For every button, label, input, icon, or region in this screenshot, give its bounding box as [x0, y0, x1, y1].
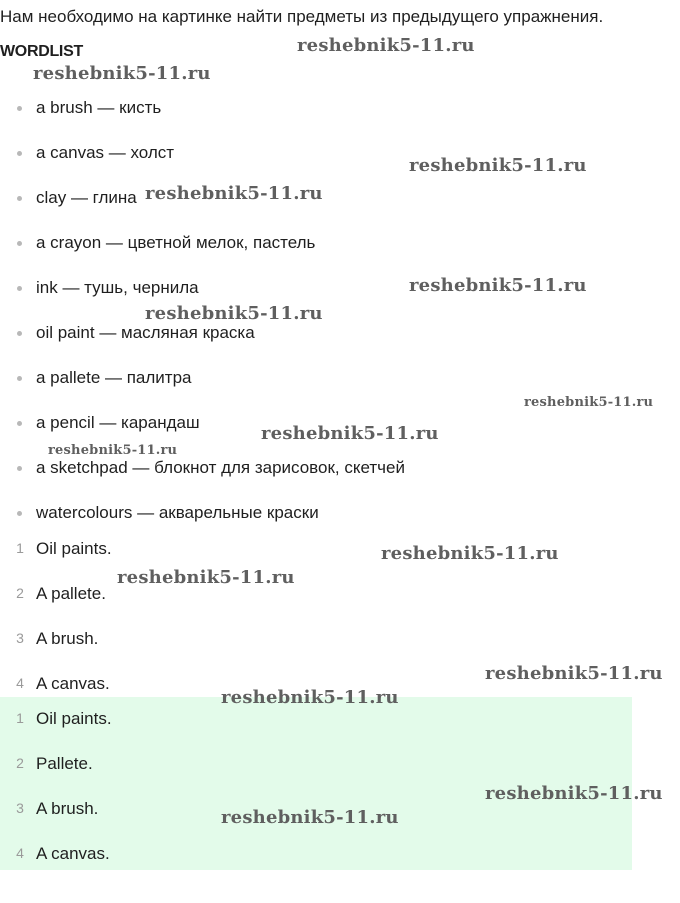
- bullet-icon: [17, 421, 22, 426]
- watermark: reshebnik5-11.ru: [409, 275, 587, 296]
- item-number: 3: [16, 630, 24, 646]
- watermark: reshebnik5-11.ru: [221, 807, 399, 828]
- intro-text: Нам необходимо на картинке найти предметы из предыдущего упражнения.: [0, 7, 604, 26]
- list-item: ink — тушь, чернила: [0, 265, 680, 310]
- bullet-icon: [17, 196, 22, 201]
- watermark: reshebnik5-11.ru: [145, 303, 323, 324]
- watermark: reshebnik5-11.ru: [297, 35, 475, 56]
- item-number: 3: [16, 800, 24, 816]
- answer-item: 1 Oil paints.: [16, 539, 112, 558]
- answer-item: 4 A canvas.: [16, 674, 110, 693]
- watermark: reshebnik5-11.ru: [524, 395, 654, 410]
- watermark: reshebnik5-11.ru: [221, 687, 399, 708]
- list-item: clay — глина: [0, 175, 680, 220]
- item-number: 4: [16, 845, 24, 861]
- answer-item: 1 Oil paints.: [16, 709, 112, 728]
- watermark: reshebnik5-11.ru: [117, 567, 295, 588]
- list-item: a canvas — холст: [0, 130, 680, 175]
- list-item: oil paint — масляная краска: [0, 310, 680, 355]
- list-item: a pallete — палитра: [0, 355, 680, 400]
- wordlist-title: WORDLIST: [0, 43, 83, 60]
- item-number: 1: [16, 710, 24, 726]
- bullet-icon: [17, 286, 22, 291]
- watermark: reshebnik5-11.ru: [485, 783, 663, 804]
- list-item: a brush — кисть: [0, 85, 680, 130]
- list-item: a crayon — цветной мелок, пастель: [0, 220, 680, 265]
- watermark: reshebnik5-11.ru: [33, 63, 211, 84]
- bullet-icon: [17, 241, 22, 246]
- list-item: a sketchpad — блокнот для зарисовок, скетчей: [0, 445, 680, 490]
- answer-item: 4 A canvas.: [16, 844, 110, 863]
- list-item: watercolours — акварельные краски: [0, 490, 680, 535]
- list-item: a pencil — карандаш: [0, 400, 680, 445]
- wordlist: [0, 85, 680, 535]
- answer-item: 2 A pallete.: [16, 584, 106, 603]
- bullet-icon: [17, 511, 22, 516]
- bullet-icon: [17, 151, 22, 156]
- answer-item: 3 A brush.: [16, 799, 99, 818]
- item-number: 1: [16, 540, 24, 556]
- item-number: 2: [16, 755, 24, 771]
- item-number: 2: [16, 585, 24, 601]
- watermark: reshebnik5-11.ru: [381, 543, 559, 564]
- item-number: 4: [16, 675, 24, 691]
- answer-item: 3 A brush.: [16, 629, 99, 648]
- bullet-icon: [17, 376, 22, 381]
- bullet-icon: [17, 466, 22, 471]
- watermark: reshebnik5-11.ru: [261, 423, 439, 444]
- watermark: reshebnik5-11.ru: [48, 443, 178, 458]
- bullet-icon: [17, 331, 22, 336]
- answer-item: 2 Pallete.: [16, 754, 93, 773]
- bullet-icon: [17, 106, 22, 111]
- watermark: reshebnik5-11.ru: [485, 663, 663, 684]
- watermark: reshebnik5-11.ru: [145, 183, 323, 204]
- watermark: reshebnik5-11.ru: [409, 155, 587, 176]
